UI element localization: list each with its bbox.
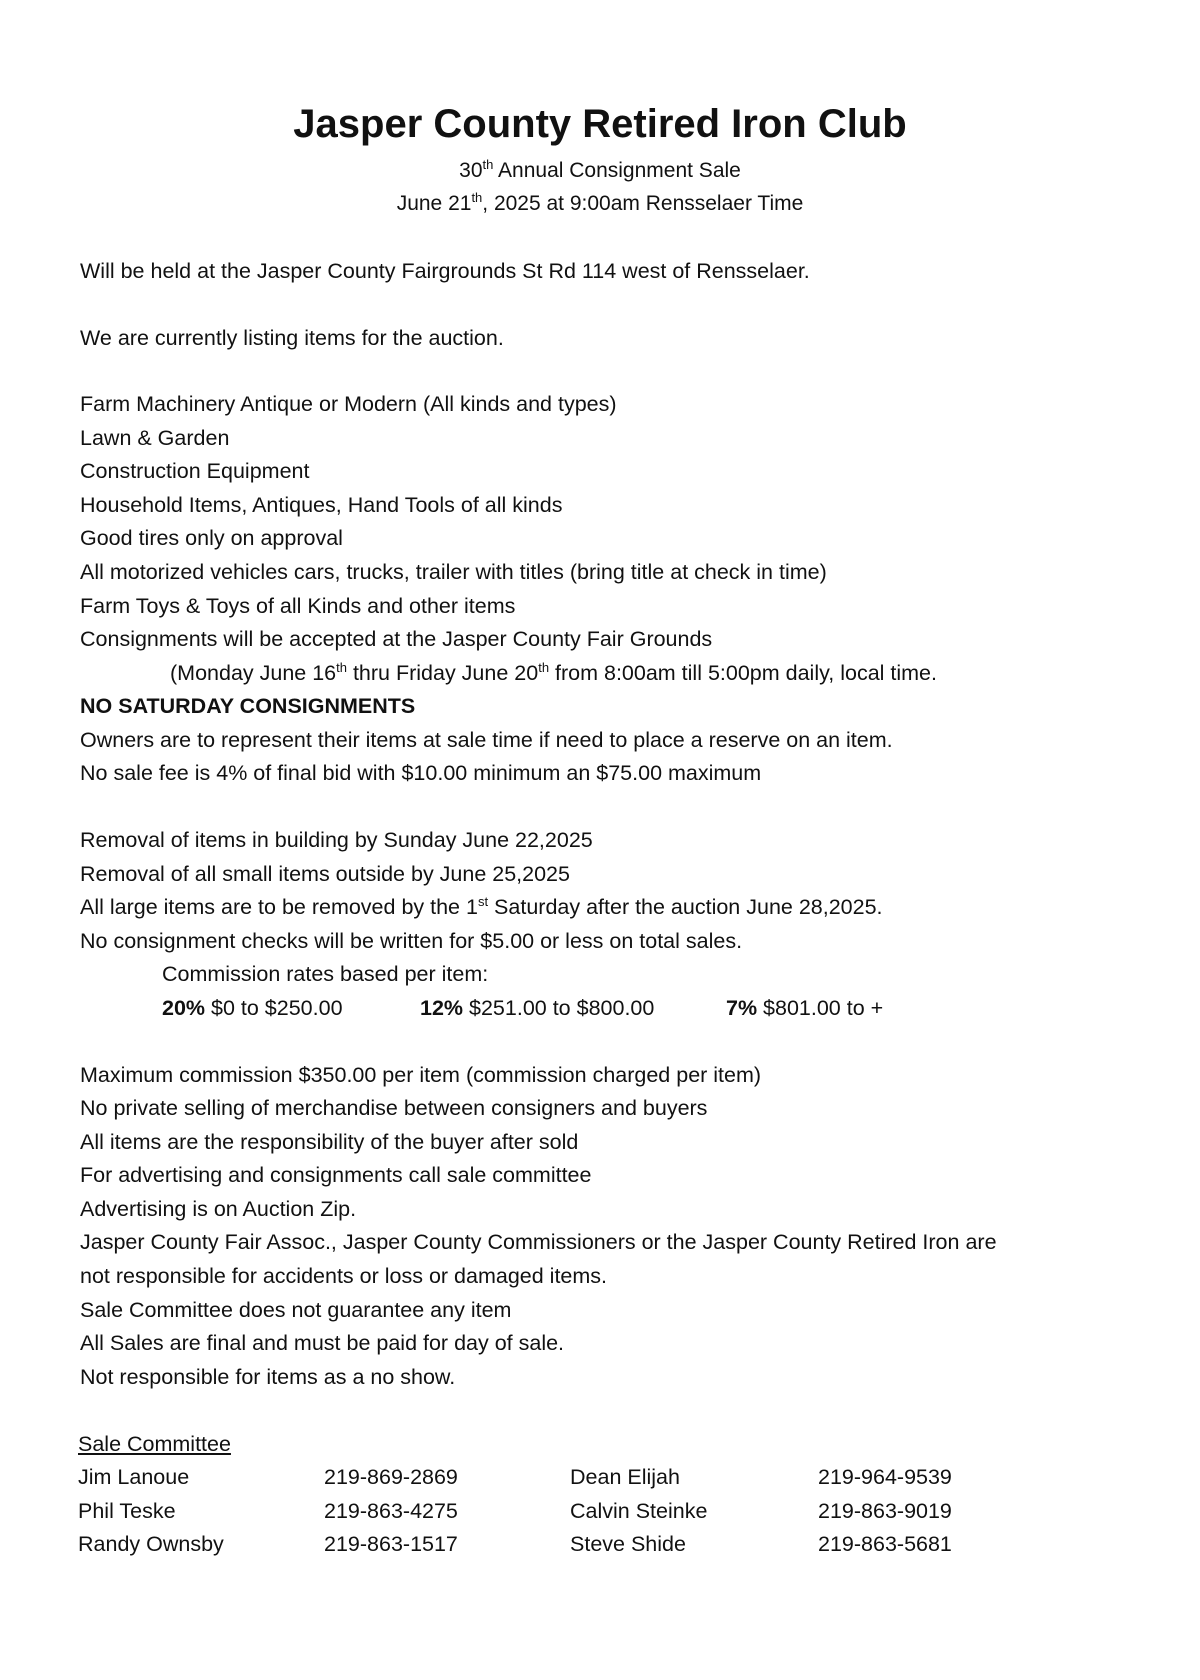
committee-member-phone: 219-863-5681 xyxy=(818,1532,952,1556)
rule-line: Owners are to represent their items at sale time if need to place a reserve on an item. xyxy=(80,728,893,752)
item-line: Construction Equipment xyxy=(80,459,310,483)
rate-percent: 20% xyxy=(162,996,206,1020)
committee-member-name: Dean Elijah xyxy=(570,1465,680,1489)
no-saturday-notice: NO SATURDAY CONSIGNMENTS xyxy=(80,694,416,718)
rule-line: No sale fee is 4% of final bid with $10.00 minimum an $75.00 maximum xyxy=(80,761,762,785)
rate-range: $801.00 to + xyxy=(757,996,884,1020)
rule-line: Jasper County Fair Assoc., Jasper County Commissioners or the Jasper County Retired Iron are xyxy=(80,1230,997,1254)
committee-member-phone: 219-863-9019 xyxy=(818,1499,952,1523)
item-line: Household Items, Antiques, Hand Tools of all kinds xyxy=(80,493,563,517)
removal-line: No consignment checks will be written for $5.00 or less on total sales. xyxy=(80,929,743,953)
rule-line: Advertising is on Auction Zip. xyxy=(80,1197,357,1221)
window-part: thru Friday June 20 xyxy=(346,661,539,685)
committee-member-name: Phil Teske xyxy=(78,1499,176,1523)
commission-rate xyxy=(420,994,726,1022)
removal-part: All large items are to be removed by the 1 xyxy=(80,895,478,919)
rule-line: Sale Committee does not guarantee any item xyxy=(80,1298,512,1322)
item-line: Lawn & Garden xyxy=(80,426,230,450)
committee-member-phone: 219-863-4275 xyxy=(324,1499,458,1523)
removal-sup: st xyxy=(477,893,489,909)
sale-date-sup: th xyxy=(471,190,483,205)
sale-name: Annual Consignment Sale xyxy=(493,159,741,182)
rule-line: No private selling of merchandise between consigners and buyers xyxy=(80,1096,708,1120)
sale-subtitle xyxy=(0,158,1200,184)
page-title: Jasper County Retired Iron Club xyxy=(293,102,907,146)
rule-line: All items are the responsibility of the buyer after sold xyxy=(80,1130,579,1154)
rate-range: $251.00 to $800.00 xyxy=(463,996,655,1020)
rate-percent: 7% xyxy=(726,996,758,1020)
removal-line: Removal of all small items outside by June 25,2025 xyxy=(80,862,570,886)
item-line: Farm Machinery Antique or Modern (All kinds and types) xyxy=(80,392,617,416)
committee-heading: Sale Committee xyxy=(78,1432,231,1456)
removal-line: Removal of items in building by Sunday June 22,2025 xyxy=(80,828,593,852)
commission-rate xyxy=(726,994,883,1022)
removal-part: Saturday after the auction June 28,2025. xyxy=(488,895,883,919)
rate-range: $0 to $250.00 xyxy=(205,996,343,1020)
committee-member-name: Calvin Steinke xyxy=(570,1499,708,1523)
rule-line: not responsible for accidents or loss or damaged items. xyxy=(80,1264,608,1288)
committee-member-name: Jim Lanoue xyxy=(78,1465,190,1489)
committee-member-name: Randy Ownsby xyxy=(78,1532,224,1556)
rule-line: All Sales are final and must be paid for day of sale. xyxy=(80,1331,565,1355)
sale-ordinal: 30 xyxy=(459,159,483,182)
committee-member-phone: 219-863-1517 xyxy=(324,1532,458,1556)
item-line: Good tires only on approval xyxy=(80,526,343,550)
committee-member-phone: 219-869-2869 xyxy=(324,1465,458,1489)
item-line: All motorized vehicles cars, trucks, trailer with titles (bring title at check in time) xyxy=(80,560,827,584)
window-part: (Monday June 16 xyxy=(170,661,337,685)
committee-member-name: Steve Shide xyxy=(570,1532,686,1556)
sale-ordinal-sup: th xyxy=(482,157,494,172)
commission-rates xyxy=(162,994,883,1022)
window-sup: th xyxy=(336,659,347,675)
rule-line: Not responsible for items as a no show. xyxy=(80,1365,456,1389)
window-sup: th xyxy=(538,659,550,675)
committee-member-phone: 219-964-9539 xyxy=(818,1465,952,1489)
item-line: Farm Toys & Toys of all Kinds and other items xyxy=(80,594,516,618)
listing-text: We are currently listing items for the auction. xyxy=(80,326,504,350)
sale-date-rest: , 2025 at 9:00am Rensselaer Time xyxy=(482,192,804,215)
sale-date xyxy=(0,191,1200,217)
item-line: Consignments will be accepted at the Jasper County Fair Grounds xyxy=(80,627,713,651)
rule-line: Maximum commission $350.00 per item (commission charged per item) xyxy=(80,1063,762,1087)
sale-date-prefix: June 21 xyxy=(396,192,472,215)
rate-percent: 12% xyxy=(420,996,464,1020)
removal-line xyxy=(80,893,883,921)
commission-label: Commission rates based per item: xyxy=(162,962,489,986)
commission-rate xyxy=(162,994,420,1022)
consignment-window xyxy=(170,659,937,687)
location-text: Will be held at the Jasper County Fairgrounds St Rd 114 west of Rensselaer. xyxy=(80,259,810,283)
rule-line: For advertising and consignments call sale committee xyxy=(80,1163,592,1187)
window-part: from 8:00am till 5:00pm daily, local time. xyxy=(549,661,937,685)
